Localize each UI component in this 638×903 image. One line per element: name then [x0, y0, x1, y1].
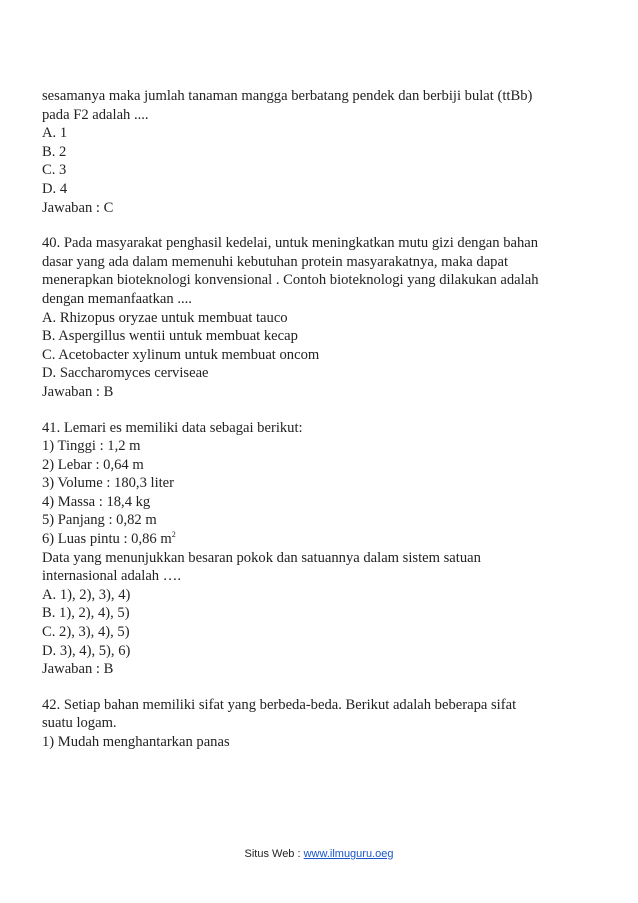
data-item: 5) Panjang : 0,82 m	[42, 512, 157, 529]
data-item	[42, 530, 602, 549]
data-item: 2) Lebar : 0,64 m	[42, 456, 144, 473]
option-b: B. 2	[42, 143, 67, 160]
option-c: C. 3	[42, 162, 67, 179]
answer: Jawaban : B	[42, 383, 114, 400]
question-text-line: internasional adalah ….	[42, 568, 181, 585]
answer: Jawaban : B	[42, 661, 114, 678]
option-d: D. 4	[42, 180, 68, 197]
question-text-line: dasar yang ada dalam memenuhi kebutuhan protein masyarakatnya, maka dapat	[42, 253, 509, 270]
question-text-line: dengan memanfaatkan ....	[42, 290, 192, 307]
option-b: B. 1), 2), 4), 5)	[42, 605, 130, 622]
question-42	[42, 696, 602, 752]
spacer	[42, 217, 602, 234]
superscript: 2	[171, 530, 176, 540]
option-d: D. 3), 4), 5), 6)	[42, 642, 131, 659]
option-d: D. Saccharomyces cerviseae	[42, 365, 209, 382]
question-40	[42, 234, 602, 401]
option-b: B. Aspergillus wentii untuk membuat kecap	[42, 328, 298, 345]
page-footer	[0, 848, 638, 860]
document-page	[42, 87, 602, 752]
option-a: A. 1), 2), 3), 4)	[42, 586, 131, 603]
question-text-line: menerapkan bioteknologi konvensional . Contoh bioteknologi yang dilakukan adalah	[42, 272, 539, 289]
spacer	[42, 679, 602, 696]
question-text-line: pada F2 adalah ....	[42, 106, 149, 123]
question-text-line: 42. Setiap bahan memiliki sifat yang berbeda-beda. Berikut adalah beberapa sifat	[42, 696, 517, 713]
option-c: C. 2), 3), 4), 5)	[42, 624, 130, 641]
data-item: 1) Tinggi : 1,2 m	[42, 438, 141, 455]
question-text-line: suatu logam.	[42, 715, 117, 732]
question-text-line: 40. Pada masyarakat penghasil kedelai, untuk meningkatkan mutu gizi dengan bahan	[42, 235, 539, 252]
data-item: 3) Volume : 180,3 liter	[42, 475, 175, 492]
question-text-line: sesamanya maka jumlah tanaman mangga berbatang pendek dan berbiji bulat (ttBb)	[42, 88, 533, 104]
option-a: A. 1	[42, 125, 68, 142]
question-41	[42, 419, 602, 679]
option-c: C. Acetobacter xylinum untuk membuat oncom	[42, 346, 320, 363]
data-item: 1) Mudah menghantarkan panas	[42, 734, 230, 750]
option-a: A. Rhizopus oryzae untuk membuat tauco	[42, 309, 288, 326]
data-item-text: 6) Luas pintu : 0,86 m	[42, 531, 172, 548]
website-link[interactable]: www.ilmuguru.oeg	[303, 848, 394, 860]
footer-label: Situs Web :	[244, 848, 304, 860]
question-intro: 41. Lemari es memiliki data sebagai berikut:	[42, 419, 303, 436]
question-39	[42, 87, 602, 217]
data-item: 4) Massa : 18,4 kg	[42, 493, 151, 510]
spacer	[42, 402, 602, 419]
question-text-line: Data yang menunjukkan besaran pokok dan satuannya dalam sistem satuan	[42, 549, 481, 566]
answer: Jawaban : C	[42, 199, 114, 216]
